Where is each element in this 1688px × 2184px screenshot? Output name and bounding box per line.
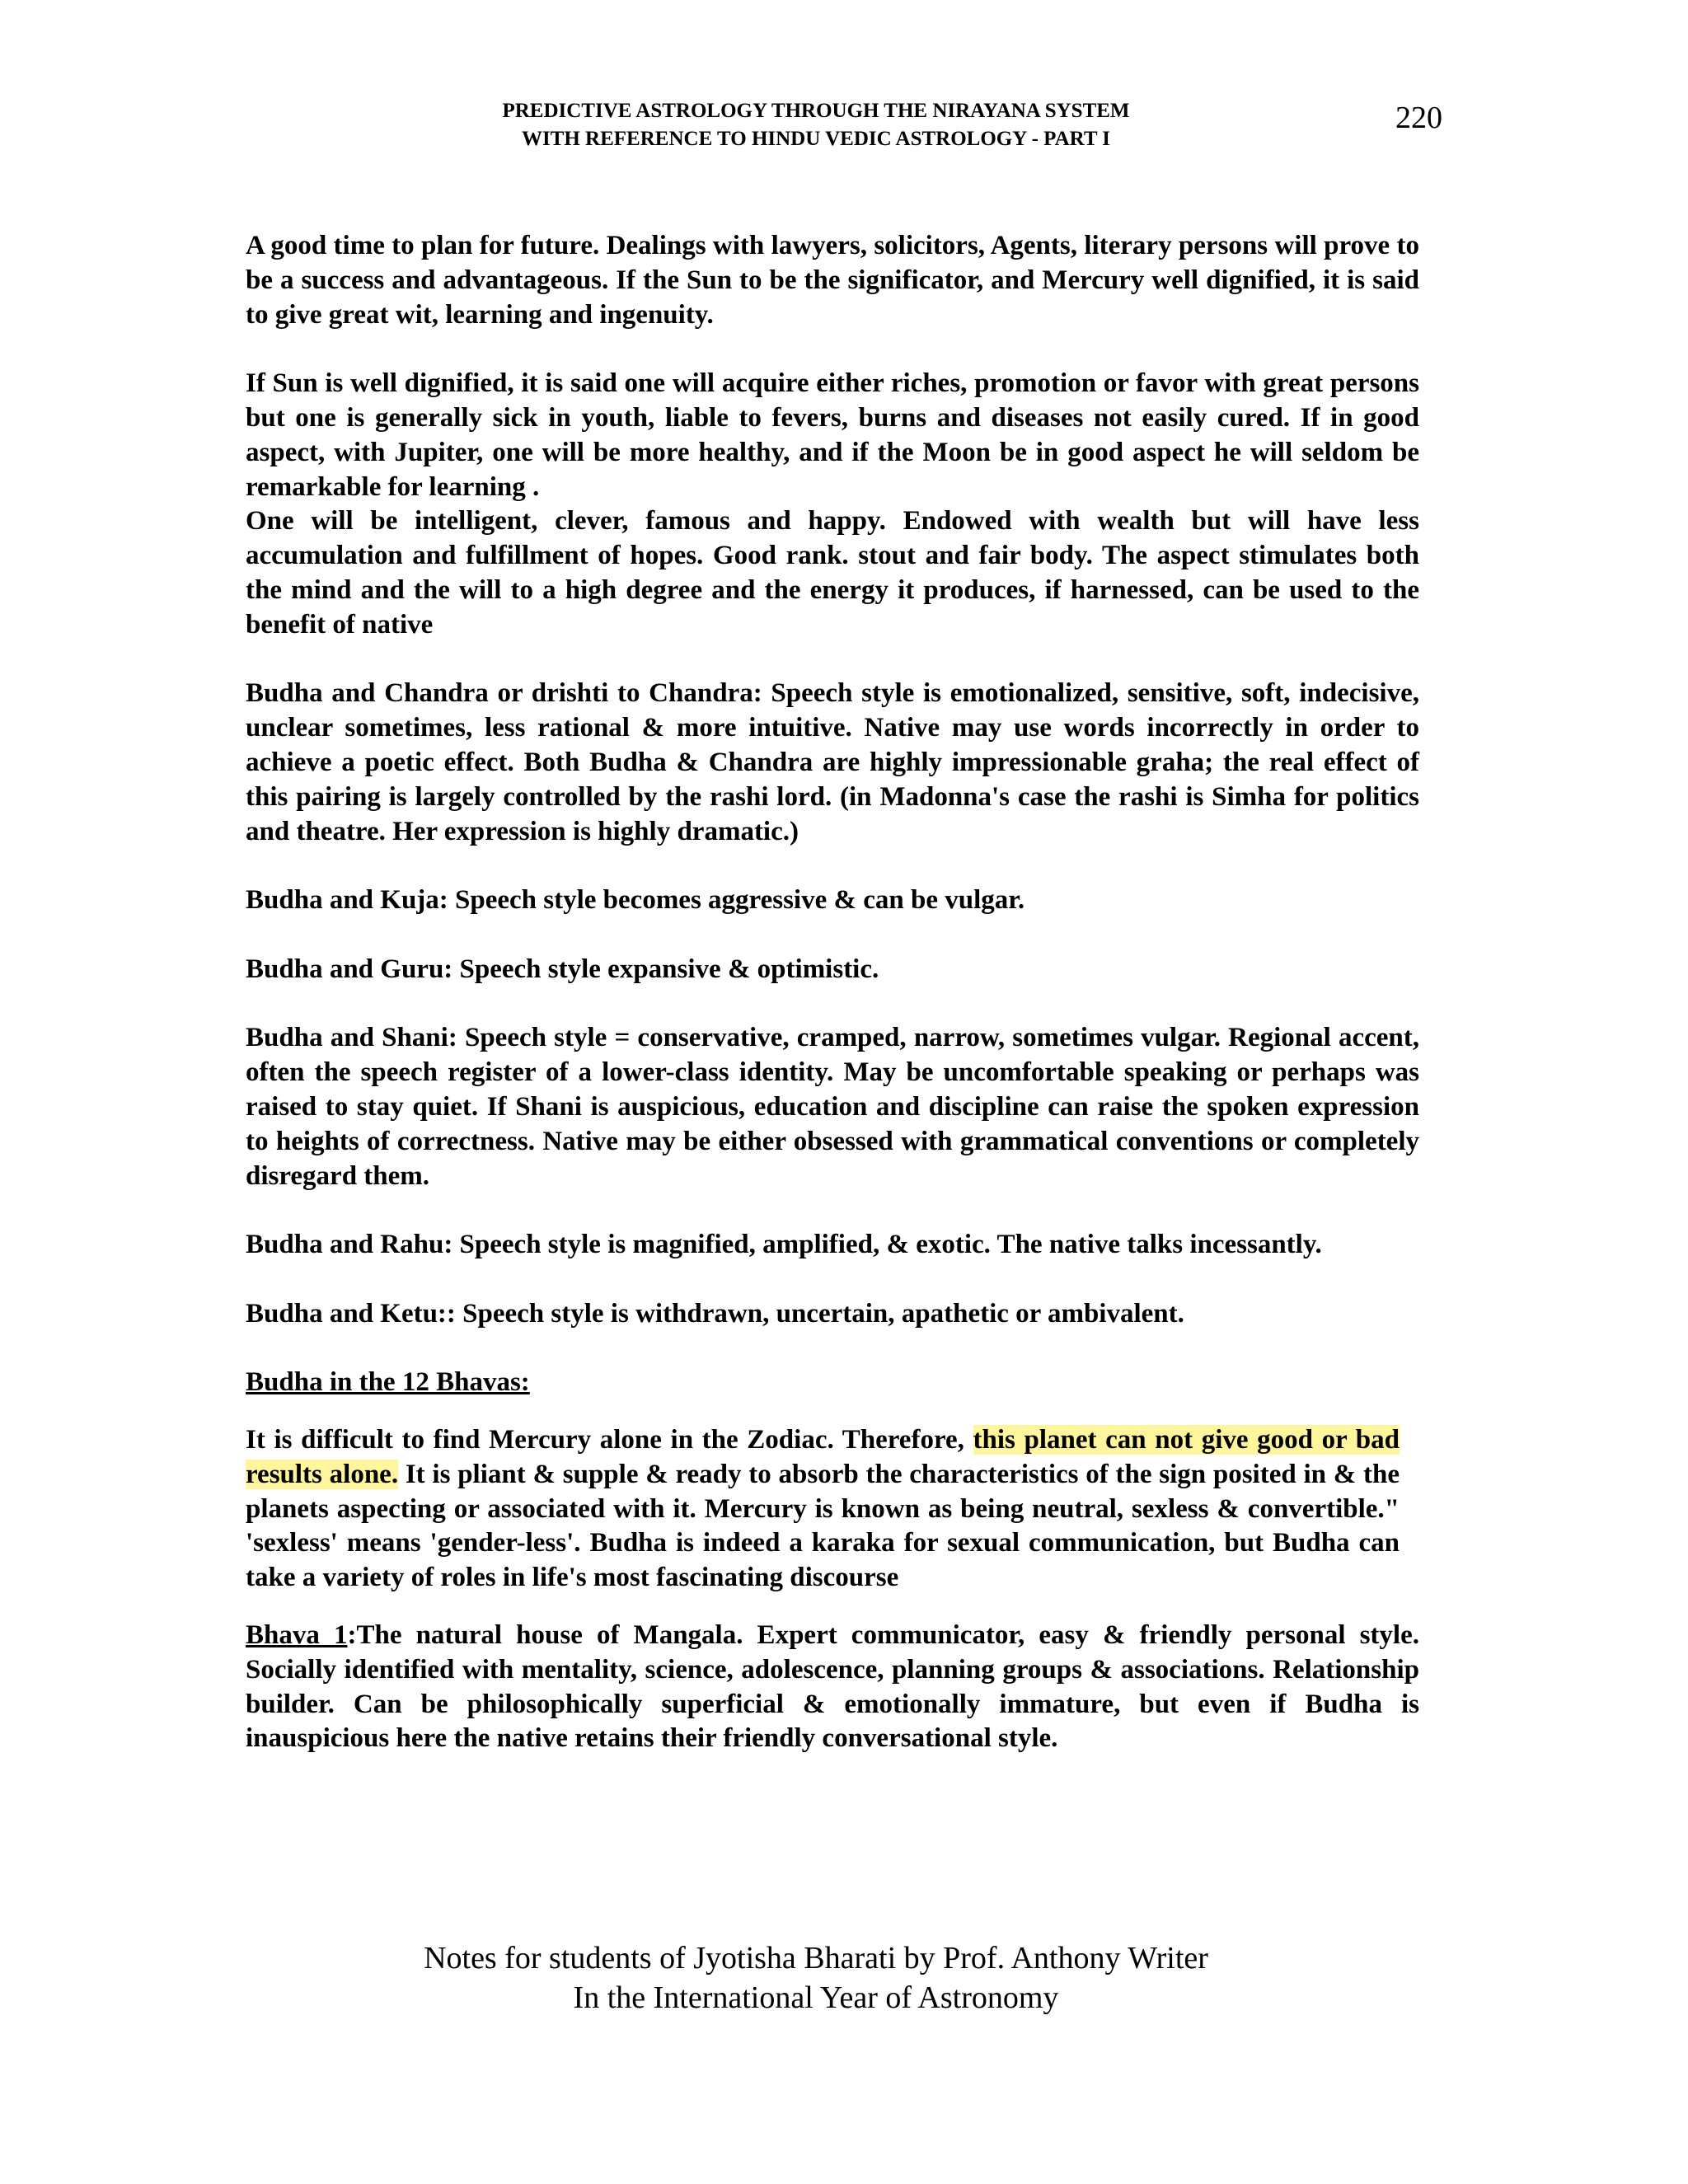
paragraph-intelligent: One will be intelligent, clever, famous and happy. Endowed with wealth but will have less accumulation and fulfillment of hopes. Good rank. stout and fair body. The aspect stimulates both the mind and the will to a high degree and the energy it produces, if harnessed, can be used to the benefit of native <box>246 506 1419 640</box>
paragraph-bhava-1 <box>246 1619 1419 1756</box>
paragraph-budha-chandra: Budha and Chandra or drishti to Chandra: Speech style is emotionalized, sensitive, soft, indecisive, unclear sometimes, less rational & more intuitive. Native may use words incorrectly in order to achieve a poetic effect. Both Budha & Chandra are highly impressionable graha; the real effect of this pairing is largely controlled by the rashi lord. (in Madonna's case the rashi is Simha for politics and theatre. Her expression is highly dramatic.) <box>246 678 1419 846</box>
running-header <box>330 97 1302 153</box>
paragraph-mercury-zodiac <box>246 1423 1400 1596</box>
paragraph-budha-rahu: Budha and Rahu: Speech style is magnified, amplified, & exotic. The native talks incessantly. <box>246 1230 1322 1260</box>
mercury-text-end: It is pliant & supple & ready to absorb the characteristics of the sign posited in & the planets aspecting or associated with it. Mercury is known as being neutral, sexless & convertible." 'sexless' means 'gender-less'. Budha is indeed a karaka for sexual communication, but Budha can take a variety of roles in life's most fascinating discourse <box>246 1459 1400 1593</box>
mercury-text-start: It is difficult to find Mercury alone in the Zodiac. Therefore, <box>246 1425 973 1455</box>
footer-line-2: In the International Year of Astronomy <box>573 1980 1059 2015</box>
document-body <box>246 229 1419 1756</box>
highlighted-text: this planet can not give good or bad results alone. <box>246 1425 1400 1489</box>
page-footer <box>247 1938 1385 2018</box>
bhava-1-text: :The natural house of Mangala. Expert communicator, easy & friendly personal style. Socially identified with mentality, science, adolescence, planning groups & associations. Relationship builder. Can be philosophically superficial & emotionally immature, but even if Budha is inauspicious here the native retains their friendly conversational style. <box>246 1620 1419 1754</box>
paragraph-budha-ketu: Budha and Ketu:: Speech style is withdrawn, uncertain, apathetic or ambivalent. <box>246 1298 1184 1329</box>
paragraph-sun-dignified: If Sun is well dignified, it is said one will acquire either riches, promotion or favor with great persons but one is generally sick in youth, liable to fevers, burns and diseases not easily cured. If in good aspect, with Jupiter, one will be more healthy, and if the Moon be in good aspect he will seldom be remarkable for learning . <box>246 368 1419 502</box>
header-title-line-2: WITH REFERENCE TO HINDU VEDIC ASTROLOGY - PART I <box>521 128 1111 150</box>
bhava-1-label: Bhava 1 <box>246 1620 348 1651</box>
section-heading-bhavas: Budha in the 12 Bhavas: <box>246 1367 530 1398</box>
footer-line-1: Notes for students of Jyotisha Bharati by Prof. Anthony Writer <box>424 1941 1208 1975</box>
paragraph-budha-kuja: Budha and Kuja: Speech style becomes aggressive & can be vulgar. <box>246 885 1025 916</box>
header-title-line-1: PREDICTIVE ASTROLOGY THROUGH THE NIRAYANA SYSTEM <box>502 100 1130 122</box>
paragraph-budha-guru: Budha and Guru: Speech style expansive & optimistic. <box>246 954 879 984</box>
paragraph-budha-shani: Budha and Shani: Speech style = conservative, cramped, narrow, sometimes vulgar. Regional accent, often the speech register of a lower-class identity. May be uncomfortable speaking or perhaps was raised to stay quiet. If Shani is auspicious, education and discipline can raise the spoken expression to heights of correctness. Native may be either obsessed with grammatical conventions or completely disregard them. <box>246 1023 1419 1191</box>
paragraph-planning: A good time to plan for future. Dealings with lawyers, solicitors, Agents, literary persons will prove to be a success and advantageous. If the Sun to be the significator, and Mercury well dignified, it is said to give great wit, learning and ingenuity. <box>246 231 1419 330</box>
page-number: 220 <box>1395 101 1442 135</box>
